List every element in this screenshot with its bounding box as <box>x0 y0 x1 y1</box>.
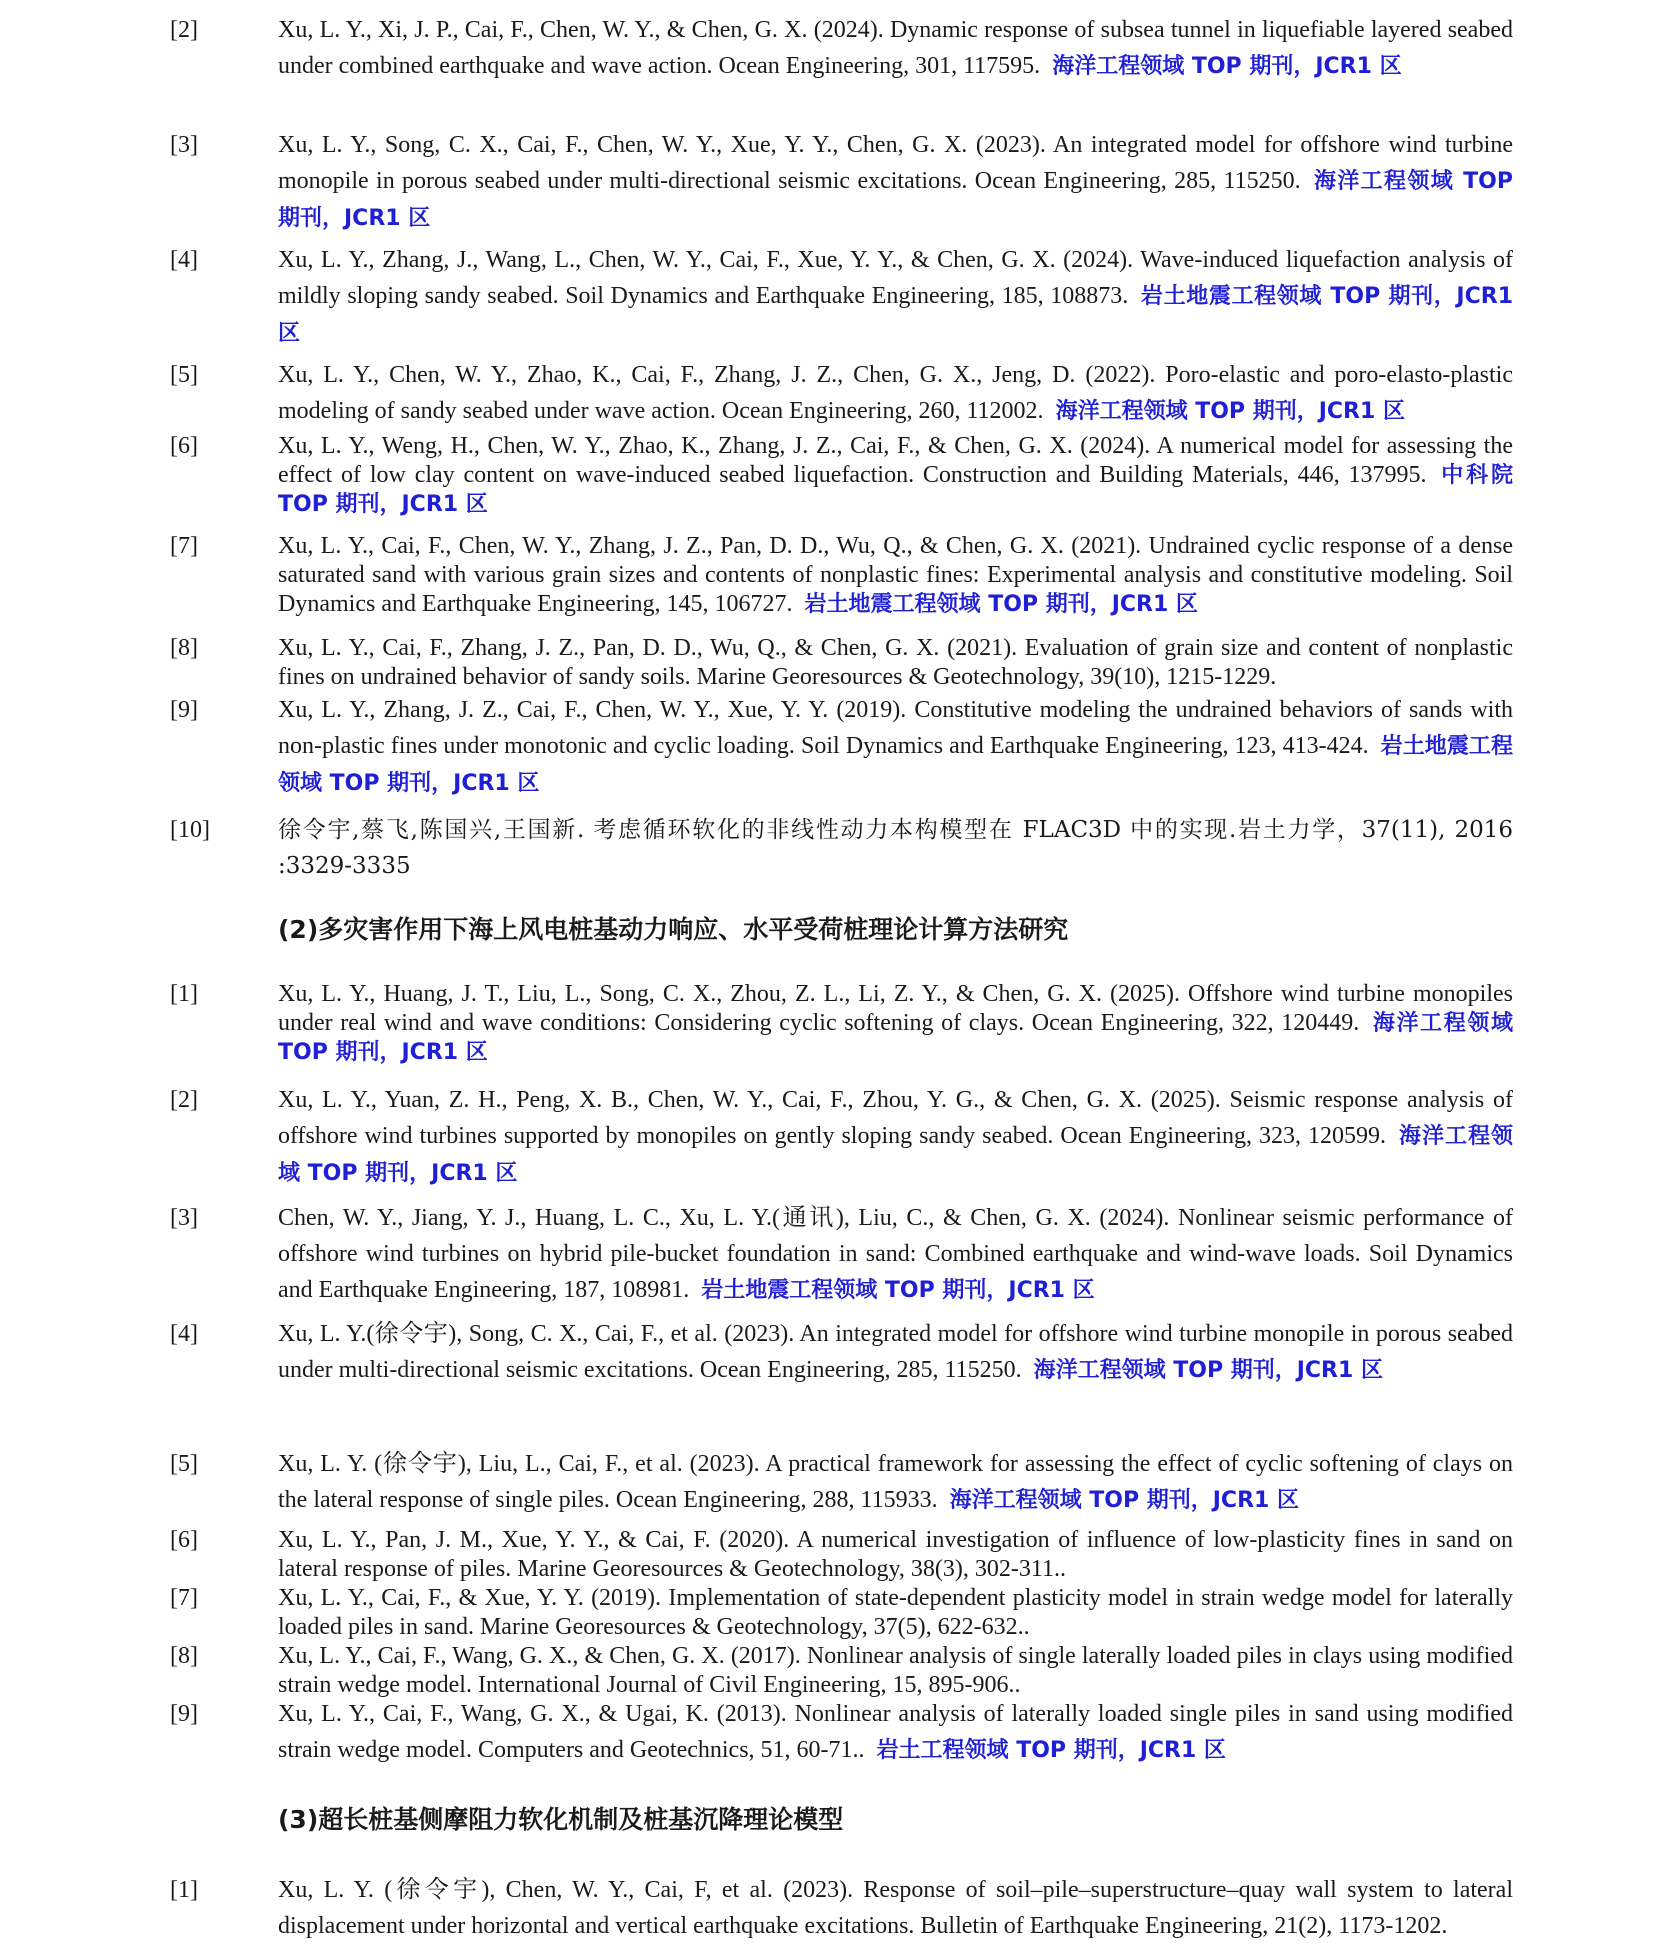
reference-number: [2] <box>170 17 198 43</box>
reference-item <box>170 1872 1513 1944</box>
journal-rank-tag: 海洋工程领域 TOP 期刊，JCR1 区 <box>949 1488 1299 1513</box>
reference-number: [10] <box>170 817 210 843</box>
journal-rank-tag: 海洋工程领域 TOP 期刊，JCR1 区 <box>1052 54 1402 79</box>
reference-number: [1] <box>170 981 198 1007</box>
reference-item <box>170 532 1513 619</box>
reference-number: [5] <box>170 1451 198 1477</box>
reference-text: Xu, L. Y., Pan, J. M., Xue, Y. Y., & Cai, F. (2020). A numerical investigation of influence of low-plasticity fines in sand on lateral response of piles. Marine Georesources & Geotechnology, 38(3), 302-311.. <box>278 1527 1513 1582</box>
reference-text: Xu, L. Y., Chen, W. Y., Zhao, K., Cai, F., Zhang, J. Z., Chen, G. X., Jeng, D. (2022). Poro-elastic and poro-elasto-plastic modeling of sandy seabed under wave action. Ocean Engineering, 260, 112002. <box>278 362 1513 424</box>
journal-rank-tag: 海洋工程领域 TOP 期刊，JCR1 区 <box>278 1011 1513 1065</box>
reference-number: [4] <box>170 1321 198 1347</box>
reference-number: [4] <box>170 247 198 273</box>
reference-item <box>170 432 1513 519</box>
reference-text: 徐令宇,蔡飞,陈国兴,王国新. 考虑循环软化的非线性动力本构模型在 FLAC3D 中的实现.岩土力学，37(11), 2016 :3329-3335 <box>278 817 1513 879</box>
reference-item <box>170 127 1514 237</box>
reference-text: Xu, L. Y., Yuan, Z. H., Peng, X. B., Chen, W. Y., Cai, F., Zhou, Y. G., & Chen, G. X. (2025). Seismic response analysis of offshore wind turbines supported by monopiles on gently sloping sandy seabed. Ocean Engineering, 323, 120599. <box>278 1087 1513 1149</box>
reference-number: [6] <box>170 433 198 459</box>
journal-rank-tag: 海洋工程领域 TOP 期刊，JCR1 区 <box>1055 399 1405 424</box>
reference-text: Xu, L. Y. (徐令宇), Liu, L., Cai, F., et al. (2023). A practical framework for assessing the effect of cyclic softening of clays on the lateral response of single piles. Ocean Engineering, 288, 115933. <box>278 1451 1513 1513</box>
reference-text: Xu, L. Y., Cai, F., Wang, G. X., & Chen, G. X. (2017). Nonlinear analysis of single laterally loaded piles in clays using modified strain wedge model. International Journal of Civil Engineering, 15, 895-906.. <box>278 1643 1513 1698</box>
reference-item <box>170 1642 1513 1700</box>
reference-item <box>170 1526 1513 1584</box>
journal-rank-tag: 岩土地震工程领域 TOP 期刊，JCR1 区 <box>804 592 1198 617</box>
reference-text: Xu, L. Y., Cai, F., & Xue, Y. Y. (2019). Implementation of state-dependent plasticity model in strain wedge model for laterally loaded piles in sand. Marine Georesources & Geotechnology, 37(5), 622-632.. <box>278 1585 1513 1640</box>
reference-item <box>170 1446 1513 1519</box>
journal-rank-tag: 岩土工程领域 TOP 期刊，JCR1 区 <box>876 1738 1226 1763</box>
journal-rank-tag: 海洋工程领域 TOP 期刊，JCR1 区 <box>1033 1358 1383 1383</box>
reference-text: Chen, W. Y., Jiang, Y. J., Huang, L. C., Xu, L. Y.(通讯), Liu, C., & Chen, G. X. (2024). Nonlinear seismic performance of offshore wind turbines on hybrid pile-bucket foundation in sand: Combined earthquake and wind-wave loads. Soil Dynamics and Earthquake Engineering, 187, 108981. <box>278 1205 1513 1303</box>
reference-number: [1] <box>170 1877 198 1903</box>
reference-item <box>170 980 1513 1067</box>
reference-number: [7] <box>170 533 198 559</box>
reference-item <box>170 357 1513 430</box>
reference-text: Xu, L. Y., Cai, F., Wang, G. X., & Ugai, K. (2013). Nonlinear analysis of laterally loaded single piles in sand using modified strain wedge model. Computers and Geotechnics, 51, 60-71.. <box>278 1701 1513 1763</box>
reference-number: [5] <box>170 362 198 388</box>
journal-rank-tag: 岩土地震工程领域 TOP 期刊，JCR1 区 <box>701 1278 1095 1303</box>
reference-item <box>170 12 1513 85</box>
section-heading: (2)多灾害作用下海上风电桩基动力响应、水平受荷桩理论计算方法研究 <box>278 915 1069 944</box>
reference-item <box>170 1200 1513 1309</box>
reference-number: [3] <box>170 1205 198 1231</box>
reference-text: Xu, L. Y., Song, C. X., Cai, F., Chen, W. Y., Xue, Y. Y., Chen, G. X. (2023). An integrated model for offshore wind turbine monopile in porous seabed under multi-directional seismic excitations. Ocean Engineering, 285, 115250. <box>278 132 1513 194</box>
journal-rank-tag: 海洋工程领域 TOP 期刊，JCR1 区 <box>278 169 1514 231</box>
reference-text: Xu, L. Y., Zhang, J., Wang, L., Chen, W. Y., Cai, F., Xue, Y. Y., & Chen, G. X. (2024). Wave-induced liquefaction analysis of mildly sloping sandy seabed. Soil Dynamics and Earthquake Engineering, 185, 108873. <box>278 247 1513 309</box>
reference-item <box>170 634 1513 692</box>
journal-rank-tag: 海洋工程领域 TOP 期刊，JCR1 区 <box>278 1124 1513 1186</box>
reference-item <box>170 1696 1513 1769</box>
reference-number: [3] <box>170 132 198 158</box>
reference-text: Xu, L. Y. (徐令宇), Chen, W. Y., Cai, F, et al. (2023). Response of soil–pile–superstructure–quay wall system to lateral displacement under horizontal and vertical earthquake excitations. Bulletin of Earthquake Engineering, 21(2), 1173-1202. <box>278 1877 1513 1939</box>
reference-item <box>170 692 1513 802</box>
reference-item <box>170 1082 1513 1192</box>
reference-item <box>170 812 1513 884</box>
reference-number: [8] <box>170 1643 198 1669</box>
reference-text: Xu, L. Y., Weng, H., Chen, W. Y., Zhao, K., Zhang, J. Z., Cai, F., & Chen, G. X. (2024). A numerical model for assessing the effect of low clay content on wave-induced seabed liquefaction. Construction and Building Materials, 446, 137995. <box>278 433 1513 488</box>
reference-number: [9] <box>170 697 198 723</box>
reference-text: Xu, L. Y., Huang, J. T., Liu, L., Song, C. X., Zhou, Z. L., Li, Z. Y., & Chen, G. X. (2025). Offshore wind turbine monopiles under real wind and wave conditions: Considering cyclic softening of clays. Ocean Engineering, 322, 120449. <box>278 981 1513 1036</box>
journal-rank-tag: 岩土地震工程领域 TOP 期刊，JCR1 区 <box>278 734 1513 796</box>
reference-text: Xu, L. Y.(徐令宇), Song, C. X., Cai, F., et al. (2023). An integrated model for offshore wind turbine monopile in porous seabed under multi-directional seismic excitations. Ocean Engineering, 285, 115250. <box>278 1321 1513 1383</box>
reference-text: Xu, L. Y., Xi, J. P., Cai, F., Chen, W. Y., & Chen, G. X. (2024). Dynamic response of subsea tunnel in liquefiable layered seabed under combined earthquake and wave action. Ocean Engineering, 301, 117595. <box>278 17 1513 79</box>
section-heading: (3)超长桩基侧摩阻力软化机制及桩基沉降理论模型 <box>278 1805 844 1834</box>
reference-number: [7] <box>170 1585 198 1611</box>
reference-text: Xu, L. Y., Cai, F., Chen, W. Y., Zhang, J. Z., Pan, D. D., Wu, Q., & Chen, G. X. (2021). Undrained cyclic response of a dense saturated sand with various grain sizes and contents of nonplastic fines: Experimental analysis and constitutive modeling. Soil Dynamics and Earthquake Engineering, 145, 106727. <box>278 533 1513 617</box>
reference-number: [8] <box>170 635 198 661</box>
reference-number: [2] <box>170 1087 198 1113</box>
reference-item <box>170 1316 1513 1389</box>
reference-number: [9] <box>170 1701 198 1727</box>
reference-text: Xu, L. Y., Cai, F., Zhang, J. Z., Pan, D. D., Wu, Q., & Chen, G. X. (2021). Evaluation of grain size and content of nonplastic fines on undrained behavior of sandy soils. Marine Georesources & Geotechnology, 39(10), 1215-1229. <box>278 635 1513 690</box>
journal-rank-tag: 岩土地震工程领域 TOP 期刊，JCR1 区 <box>278 284 1513 346</box>
reference-text: Xu, L. Y., Zhang, J. Z., Cai, F., Chen, W. Y., Xue, Y. Y. (2019). Constitutive modeling the undrained behaviors of sands with non-plastic fines under monotonic and cyclic loading. Soil Dynamics and Earthquake Engineering, 123, 413-424. <box>278 697 1513 759</box>
journal-rank-tag: 中科院 TOP 期刊，JCR1 区 <box>278 463 1513 517</box>
reference-number: [6] <box>170 1527 198 1553</box>
reference-item <box>170 1584 1513 1642</box>
reference-item <box>170 242 1513 352</box>
